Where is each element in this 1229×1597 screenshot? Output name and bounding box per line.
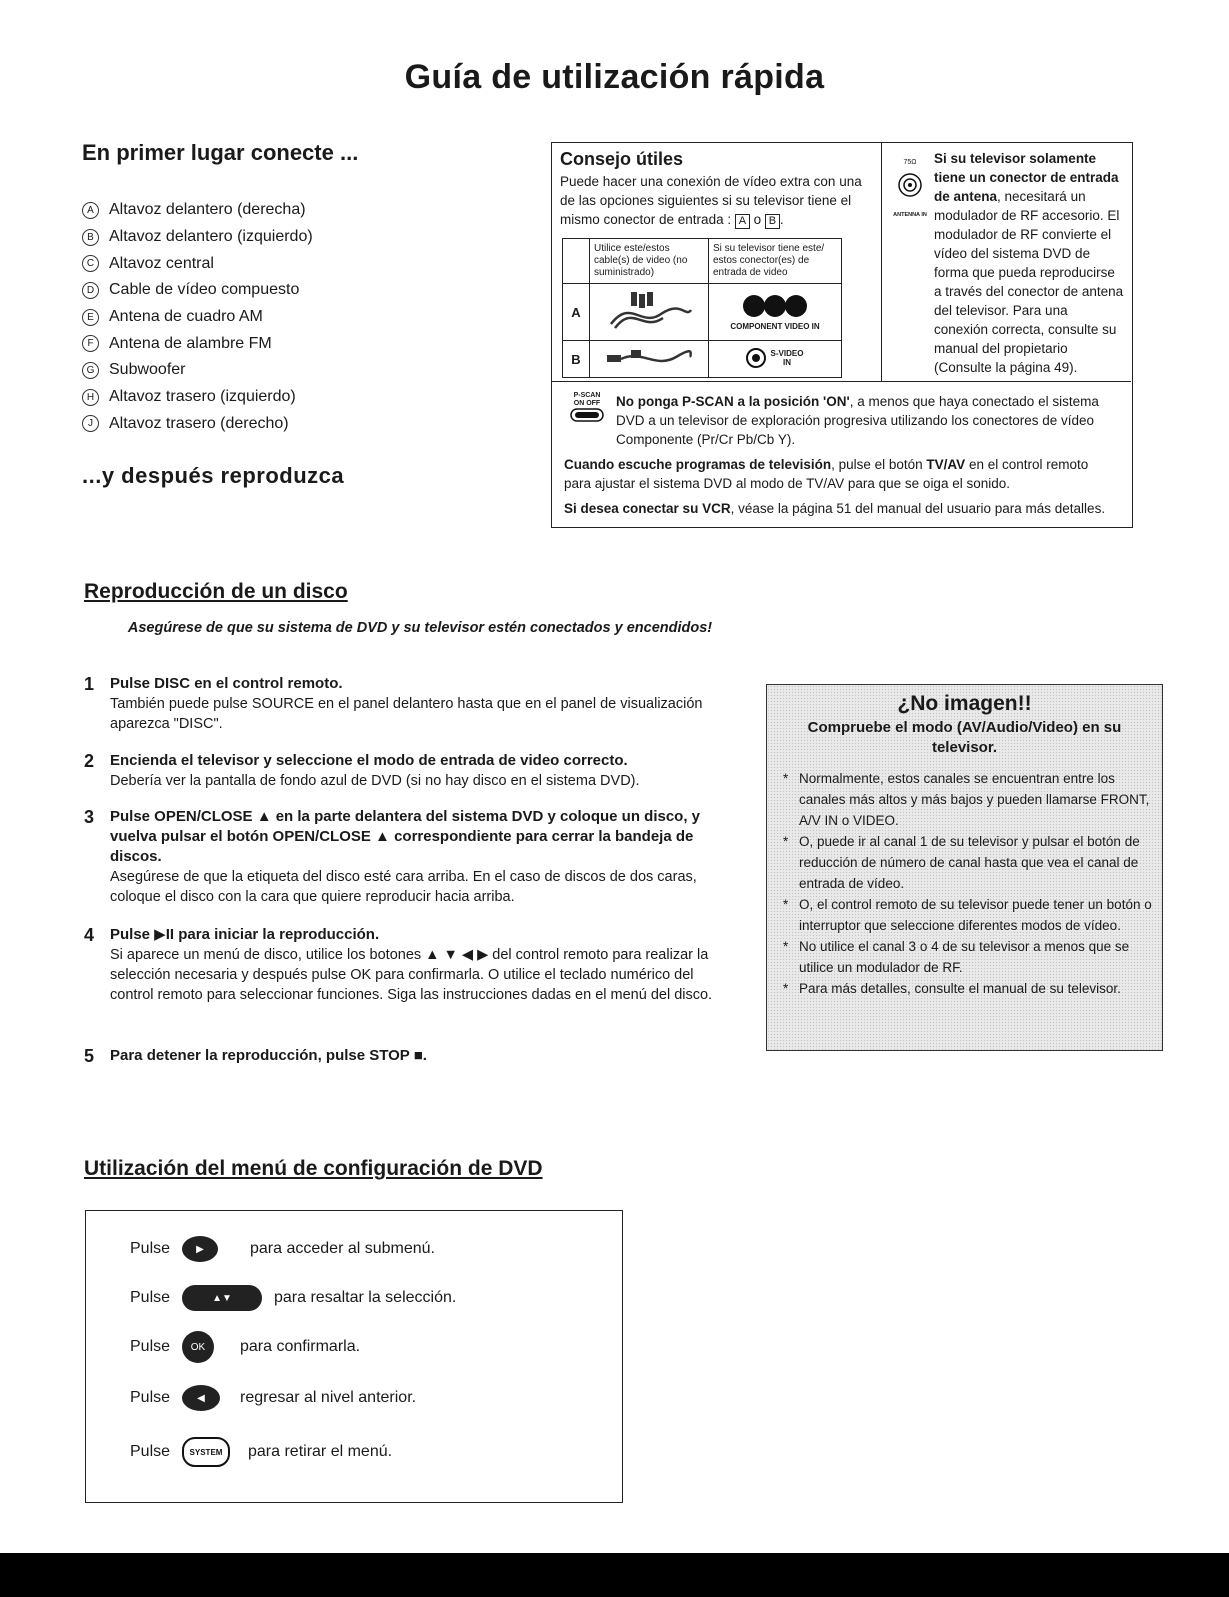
system-button-icon: SYSTEM [182, 1437, 230, 1467]
page-title: Guía de utilización rápida [404, 58, 825, 96]
list-item-label: Cable de vídeo compuesto [109, 281, 300, 299]
play-disc-heading: Reproducción de un disco [84, 580, 348, 603]
tv-tip-bold-2: TV/AV [926, 457, 966, 472]
step-text: También puede pulse SOURCE en el panel delantero hasta que en el panel de visualización aparezca "DISC". [110, 696, 703, 732]
letter-badge: B [82, 229, 99, 246]
step-text: Si aparece un menú de disco, utilice los botones ▲ ▼ ◀ ▶ del control remoto para realizar la selección necesaria y después pulse OK para confirmarla. O utilice el teclado numérico del control remoto para seleccionar funciones. Siga las instrucciones dadas en el menú del disco. [110, 947, 713, 1003]
pscan-text: , a menos que haya conectado el sistema DVD a un televisor de exploración progresiva utilizando los conectores de vídeo Componente (Pr/Cr Pb/Cb Y). [616, 394, 1099, 447]
step-5 [84, 1046, 714, 1066]
step-text: Asegúrese de que la etiqueta del disco esté cara arriba. En el caso de discos de dos caras, coloque el disco con la cara que quiere reproducir hacia arriba. [110, 869, 697, 905]
component-cable-image [590, 284, 709, 341]
setup-row-text: para resaltar la selección. [274, 1289, 457, 1306]
svideo-cable-icon [601, 345, 697, 371]
tips-intro: Puede hacer una conexión de vídeo extra con una de las opciones siguientes si su televisor tiene el mismo conector de entrada : A o B . [560, 174, 862, 227]
step-lead: Para detener la reproducción, pulse STOP ■. [110, 1047, 427, 1064]
ok-button-icon: OK [182, 1331, 214, 1363]
svideo-connector-cell [709, 341, 842, 378]
setup-row-text: para confirmarla. [240, 1338, 361, 1355]
step-3 [84, 807, 714, 907]
list-item [777, 894, 1152, 936]
table-row [563, 284, 842, 341]
asterisk-icon: * [783, 897, 789, 912]
or-text: o [753, 212, 762, 227]
no-picture-list [777, 768, 1152, 999]
pulse-label: Pulse [130, 1289, 171, 1306]
list-item [82, 330, 313, 357]
pscan-on-off: ON OFF [573, 400, 601, 407]
tips-title: Consejo útiles [560, 149, 684, 169]
tips-right-panel [884, 143, 1132, 381]
step-lead: Pulse OPEN/CLOSE ▲ en la parte delantera del sistema DVD y coloque un disco, y vuelva pulsar el botón OPEN/CLOSE ▲ correspondiente para cerrar la bandeja de discos. [110, 808, 701, 865]
list-item-label: Altavoz trasero (izquierdo) [109, 388, 296, 406]
list-item [82, 197, 313, 224]
list-item-label: Antena de cuadro AM [109, 308, 263, 326]
antenna-ohm-label: 75Ω [903, 159, 917, 166]
asterisk-icon: * [783, 771, 789, 786]
list-item-label: Subwoofer [109, 361, 186, 379]
tv-tip-text-2: en el control remoto para ajustar el sistema DVD al modo de TV/AV para que se oiga el sonido. [564, 457, 1089, 491]
list-item [82, 357, 313, 384]
step-1 [84, 674, 714, 734]
tips-box [551, 142, 1133, 528]
step-text: Debería ver la pantalla de fondo azul de DVD (si no hay disco en el sistema DVD). [110, 773, 640, 789]
list-item [82, 411, 313, 438]
tips-intro-text: Puede hacer una conexión de vídeo extra con una de las opciones siguientes si su televisor tiene el mismo conector de entrada : [560, 174, 862, 227]
left-arrow-button-icon: ◀ [182, 1385, 220, 1411]
letter-badge: A [82, 202, 99, 219]
letter-badge: C [82, 255, 99, 272]
letter-badge: E [82, 309, 99, 326]
vcr-tip [564, 499, 1119, 518]
list-item [82, 384, 313, 411]
asterisk-icon: * [783, 834, 789, 849]
list-item [777, 936, 1152, 978]
component-jacks-icon [740, 293, 810, 319]
letter-badge: D [82, 282, 99, 299]
up-down-buttons-icon: ▲▼ [182, 1285, 262, 1311]
table-header-connector: Si su televisor tiene este/ estos conector(es) de entrada de video [709, 239, 842, 284]
antenna-in-label: ANTENNA IN [893, 212, 927, 218]
list-item-label: Antena de alambre FM [109, 334, 272, 352]
tips-bottom-panel [552, 381, 1131, 527]
list-item [82, 224, 313, 251]
step-lead: Pulse DISC en el control remoto. [110, 675, 343, 692]
rf-tip-text: , necesitará un modulador de RF accesorio. El modulador de RF convierte el vídeo del sistema DVD de forma que pueda reproducirse a través del conector de antena del televisor. Para una conexión correcta, consulte su manual del propietario (Consulte la página 49). [934, 189, 1124, 375]
connection-list [82, 197, 313, 437]
row-label-b: B [563, 341, 590, 378]
list-item-text: Normalmente, estos canales se encuentran entre los canales más altos y más bajos y pueden llamarse FRONT, A/V IN o VIDEO. [799, 771, 1150, 828]
connect-heading: En primer lugar conecte ... [82, 140, 359, 165]
step-lead: Encienda el televisor y seleccione el modo de entrada de video correcto. [110, 752, 628, 769]
step-number: 1 [84, 674, 95, 694]
letter-badge: H [82, 389, 99, 406]
svideo-jack-icon [746, 348, 766, 368]
table-row [563, 341, 842, 378]
connector-table [562, 238, 842, 378]
component-connector-cell [709, 284, 842, 341]
setup-row [130, 1229, 435, 1269]
setup-row-text: para acceder al submenú. [250, 1240, 435, 1257]
no-picture-box [766, 684, 1163, 1051]
vcr-tip-text: , véase la página 51 del manual del usuario para más detalles. [730, 501, 1106, 516]
vcr-tip-bold: Si desea conectar su VCR [564, 501, 731, 516]
step-number: 5 [84, 1046, 95, 1066]
list-item-label: Altavoz delantero (izquierdo) [109, 228, 313, 246]
no-picture-title: ¿No imagen!! [897, 692, 1032, 715]
svideo-cable-image [590, 341, 709, 378]
step-number: 3 [84, 807, 95, 827]
pulse-label: Pulse [130, 1389, 171, 1406]
asterisk-icon: * [783, 939, 789, 954]
setup-row-text: regresar al nivel anterior. [240, 1389, 417, 1406]
tv-tip-bold: Cuando escuche programas de televisión [564, 457, 832, 472]
letter-badge: J [82, 415, 99, 432]
antenna-in-icon [892, 153, 928, 218]
key-a-badge: A [735, 214, 750, 229]
tips-left-panel [552, 143, 882, 381]
list-item-label: Altavoz delantero (derecha) [109, 201, 306, 219]
step-2 [84, 751, 714, 791]
table-header-cable: Utilice este/estos cable(s) de video (no suministrado) [590, 239, 709, 284]
bottom-black-bar [0, 1553, 1229, 1597]
setup-row [130, 1278, 456, 1318]
list-item-text: Para más detalles, consulte el manual de su televisor. [799, 981, 1121, 996]
play-disc-subtitle: Asegúrese de que su sistema de DVD y su televisor estén conectados y encendidos! [127, 620, 713, 636]
list-item-text: O, puede ir al canal 1 de su televisor y pulsar el botón de reducción de número de canal hasta que vea el canal de entrada de vídeo. [799, 834, 1140, 891]
list-item [82, 277, 313, 304]
list-item-label: Altavoz central [109, 254, 214, 272]
pscan-bold: No ponga P-SCAN a la posición 'ON' [616, 394, 850, 409]
step-4 [84, 925, 714, 1005]
setup-menu-heading: Utilización del menú de configuración de DVD [84, 1157, 543, 1180]
letter-badge: G [82, 362, 99, 379]
then-play-heading: ...y después reproduzca [82, 463, 345, 488]
setup-menu-box [85, 1210, 623, 1503]
list-item [777, 978, 1152, 999]
list-item [82, 304, 313, 331]
list-item [777, 768, 1152, 831]
pulse-label: Pulse [130, 1240, 171, 1257]
table-header-row [563, 239, 842, 284]
tv-tip-text-1: , pulse el botón [831, 457, 927, 472]
setup-row [130, 1327, 360, 1367]
key-b-badge: B [765, 214, 780, 229]
pscan-tip [564, 392, 1119, 449]
component-cable-icon [601, 288, 697, 334]
setup-row [130, 1378, 416, 1418]
step-number: 4 [84, 925, 95, 945]
list-item [777, 831, 1152, 894]
pscan-label: P-SCAN [573, 392, 601, 399]
row-label-a: A [563, 284, 590, 341]
list-item [82, 250, 313, 277]
rf-tip-bold: Si su televisor solamente tiene un conector de entrada de antena [934, 151, 1119, 204]
asterisk-icon: * [783, 981, 789, 996]
list-item-text: O, el control remoto de su televisor puede tener un botón o interruptor que seleccione diferentes modos de vídeo. [799, 897, 1152, 933]
letter-badge: F [82, 335, 99, 352]
table-corner [563, 239, 590, 284]
setup-row-text: para retirar el menú. [248, 1443, 393, 1460]
svideo-label: S-VIDEO IN [770, 348, 804, 367]
setup-row [130, 1432, 392, 1472]
tv-tip [564, 455, 1119, 493]
pulse-label: Pulse [130, 1443, 171, 1460]
no-picture-subtitle: Compruebe el modo (AV/Audio/Video) en su televisor. [807, 719, 1122, 756]
list-item-text: No utilice el canal 3 o 4 de su televisor a menos que se utilice un modulador de RF. [799, 939, 1130, 975]
pulse-label: Pulse [130, 1338, 171, 1355]
pscan-switch-icon [564, 392, 610, 425]
component-label: COMPONENT VIDEO IN [730, 322, 820, 331]
step-number: 2 [84, 751, 95, 771]
step-lead: Pulse ▶II para iniciar la reproducción. [110, 926, 380, 943]
right-arrow-button-icon: ▶ [182, 1236, 218, 1262]
list-item-label: Altavoz trasero (derecho) [109, 414, 289, 432]
